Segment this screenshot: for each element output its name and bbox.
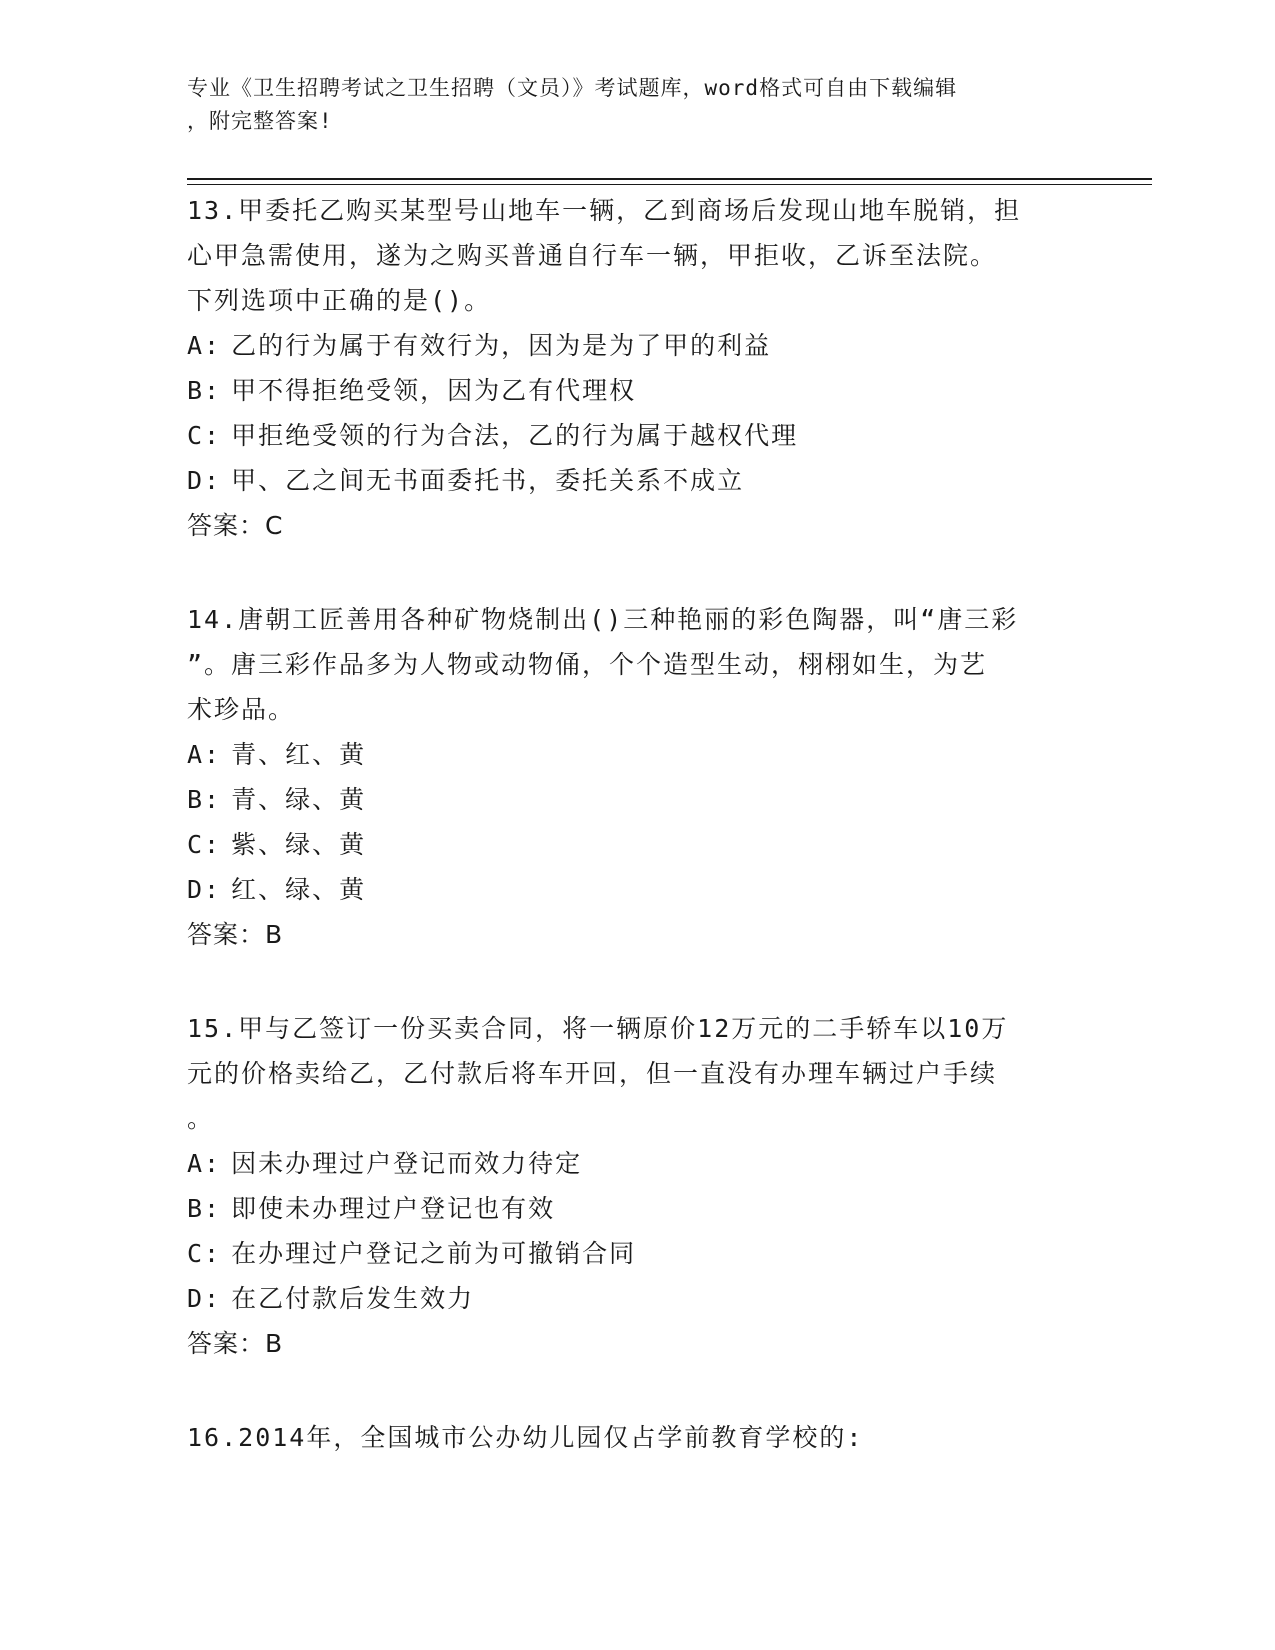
- option-letter: B:: [187, 1194, 222, 1223]
- option-a: [187, 323, 1077, 368]
- question-stem-line: 。: [187, 1104, 215, 1133]
- option-text: 乙的行为属于有效行为，因为是为了甲的利益: [231, 331, 772, 360]
- option-c: [187, 413, 1077, 458]
- header-rule-thick: [187, 178, 1152, 180]
- answer-line: 答案：C: [187, 511, 284, 540]
- option-letter: B:: [187, 376, 222, 405]
- option-text: 即使未办理过户登记也有效: [231, 1194, 556, 1223]
- answer-line: 答案：B: [187, 1329, 284, 1358]
- option-text: 甲不得拒绝受领，因为乙有代理权: [231, 376, 637, 405]
- header-line-2: ，附完整答案!: [187, 109, 333, 133]
- option-letter: D:: [187, 466, 222, 495]
- option-c: [187, 1231, 1077, 1276]
- question-14: [187, 597, 1077, 957]
- question-stem-line: 心甲急需使用，遂为之购买普通自行车一辆，甲拒收，乙诉至法院。: [187, 241, 998, 270]
- option-letter: A:: [187, 331, 222, 360]
- option-d: [187, 1276, 1077, 1321]
- question-stem-line: 下列选项中正确的是()。: [187, 286, 492, 315]
- document-header: [187, 72, 1067, 138]
- option-b: [187, 1186, 1077, 1231]
- option-text: 青、红、黄: [231, 740, 367, 769]
- option-letter: C:: [187, 830, 222, 859]
- option-text: 因未办理过户登记而效力待定: [231, 1149, 583, 1178]
- question-stem-line: 16.2014年，全国城市公办幼儿园仅占学前教育学校的:: [187, 1423, 864, 1452]
- question-16: [187, 1415, 1077, 1460]
- option-text: 在乙付款后发生效力: [231, 1284, 475, 1313]
- option-letter: A:: [187, 740, 222, 769]
- question-15: [187, 1006, 1077, 1366]
- header-line-1: 专业《卫生招聘考试之卫生招聘（文员）》考试题库，word格式可自由下载编辑: [187, 76, 958, 100]
- question-stem-line: 15.甲与乙签订一份买卖合同，将一辆原价12万元的二手轿车以10万: [187, 1014, 1009, 1043]
- option-b: [187, 777, 1077, 822]
- answer-line: 答案：B: [187, 920, 284, 949]
- option-letter: A:: [187, 1149, 222, 1178]
- question-stem-line: 13.甲委托乙购买某型号山地车一辆，乙到商场后发现山地车脱销，担: [187, 196, 1022, 225]
- question-stem-line: 14.唐朝工匠善用各种矿物烧制出()三种艳丽的彩色陶器，叫“唐三彩: [187, 605, 1019, 634]
- option-d: [187, 867, 1077, 912]
- question-13: [187, 188, 1077, 548]
- option-text: 在办理过户登记之前为可撤销合同: [231, 1239, 637, 1268]
- option-text: 甲拒绝受领的行为合法，乙的行为属于越权代理: [231, 421, 799, 450]
- option-letter: B:: [187, 785, 222, 814]
- option-letter: C:: [187, 1239, 222, 1268]
- option-text: 紫、绿、黄: [231, 830, 367, 859]
- option-d: [187, 458, 1077, 503]
- option-a: [187, 1141, 1077, 1186]
- option-text: 甲、乙之间无书面委托书，委托关系不成立: [231, 466, 745, 495]
- option-text: 红、绿、黄: [231, 875, 367, 904]
- question-stem-line: 术珍品。: [187, 695, 296, 724]
- option-letter: D:: [187, 1284, 222, 1313]
- option-letter: D:: [187, 875, 222, 904]
- option-a: [187, 732, 1077, 777]
- header-rule-thin: [187, 184, 1152, 185]
- question-stem-line: 元的价格卖给乙，乙付款后将车开回，但一直没有办理车辆过户手续: [187, 1059, 998, 1088]
- question-stem-line: ”。唐三彩作品多为人物或动物俑，个个造型生动，栩栩如生，为艺: [187, 650, 988, 679]
- option-c: [187, 822, 1077, 867]
- option-letter: C:: [187, 421, 222, 450]
- option-b: [187, 368, 1077, 413]
- option-text: 青、绿、黄: [231, 785, 367, 814]
